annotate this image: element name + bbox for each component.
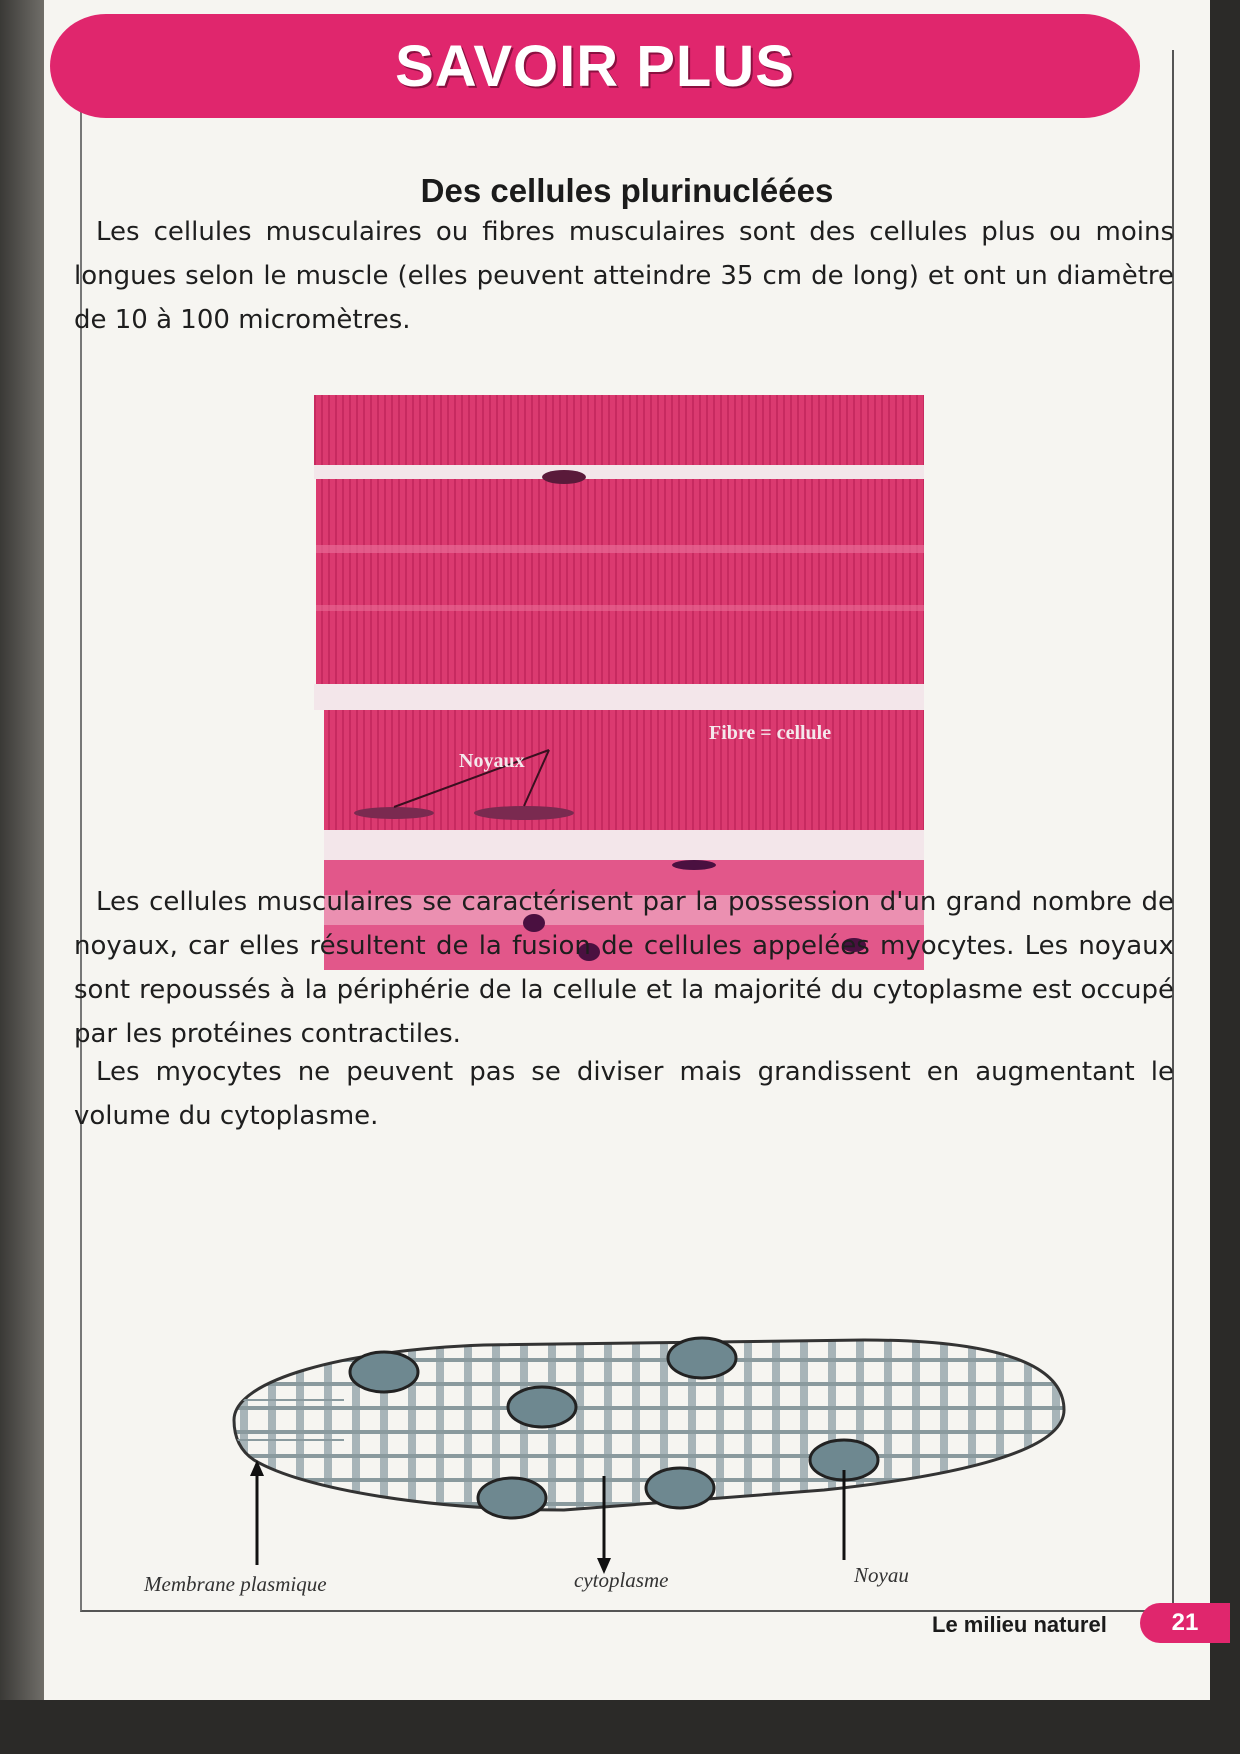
muscle-fiber xyxy=(316,479,924,684)
body-paragraph-2 xyxy=(74,1050,1174,1138)
nucleus xyxy=(646,1468,714,1508)
page-title: SAVOIR PLUS xyxy=(395,33,795,99)
nucleus xyxy=(668,1338,736,1378)
background-bottom xyxy=(0,1700,1240,1754)
muscle-fiber xyxy=(314,395,924,465)
muscle-cell-diagram xyxy=(184,1300,1084,1600)
page-number: 21 xyxy=(1171,1609,1199,1636)
section-subtitle: Des cellules plurinucléées xyxy=(420,172,834,209)
label-membrane-plasmique: Membrane plasmique xyxy=(144,1572,327,1596)
nucleus xyxy=(672,860,716,870)
body-text-2: Les myocytes ne peuvent pas se diviser mais grandissent en augmentant le volume du cytoplasme. xyxy=(74,1057,1174,1131)
page xyxy=(44,0,1210,1700)
intro-text: Les cellules musculaires ou fibres musculaires sont des cellules plus ou moins longues selon le muscle (elles peuvent atteindre 35 cm de long) et ont un diamètre de 10 à 100 micromètres. xyxy=(74,217,1174,335)
label-cytoplasme: cytoplasme xyxy=(574,1568,669,1592)
label-noyaux: Noyaux xyxy=(459,750,525,772)
nucleus xyxy=(474,806,574,820)
nucleus xyxy=(354,807,434,819)
nucleus xyxy=(478,1478,546,1518)
title-banner xyxy=(50,14,1140,118)
nucleus xyxy=(508,1387,576,1427)
body-paragraph-1 xyxy=(74,880,1174,1056)
label-fibre-cellule: Fibre = cellule xyxy=(709,722,832,744)
nucleus xyxy=(542,470,586,484)
footer-section-name: Le milieu naturel xyxy=(932,1612,1107,1637)
page-number-badge xyxy=(1140,1603,1230,1643)
nucleus xyxy=(350,1352,418,1392)
page-edge-shadow xyxy=(0,0,44,1754)
intro-paragraph xyxy=(74,210,1174,342)
label-noyau: Noyau xyxy=(854,1563,909,1587)
body-text-1: Les cellules musculaires se caractérisent par la possession d'un grand nombre de noyaux, car elles résultent de la fusion de cellules appelées myocytes. Les noyaux sont repoussés à la périphérie de la cellule et la majorité du cytoplasme est occupé par les protéines contractiles. xyxy=(74,887,1174,1049)
